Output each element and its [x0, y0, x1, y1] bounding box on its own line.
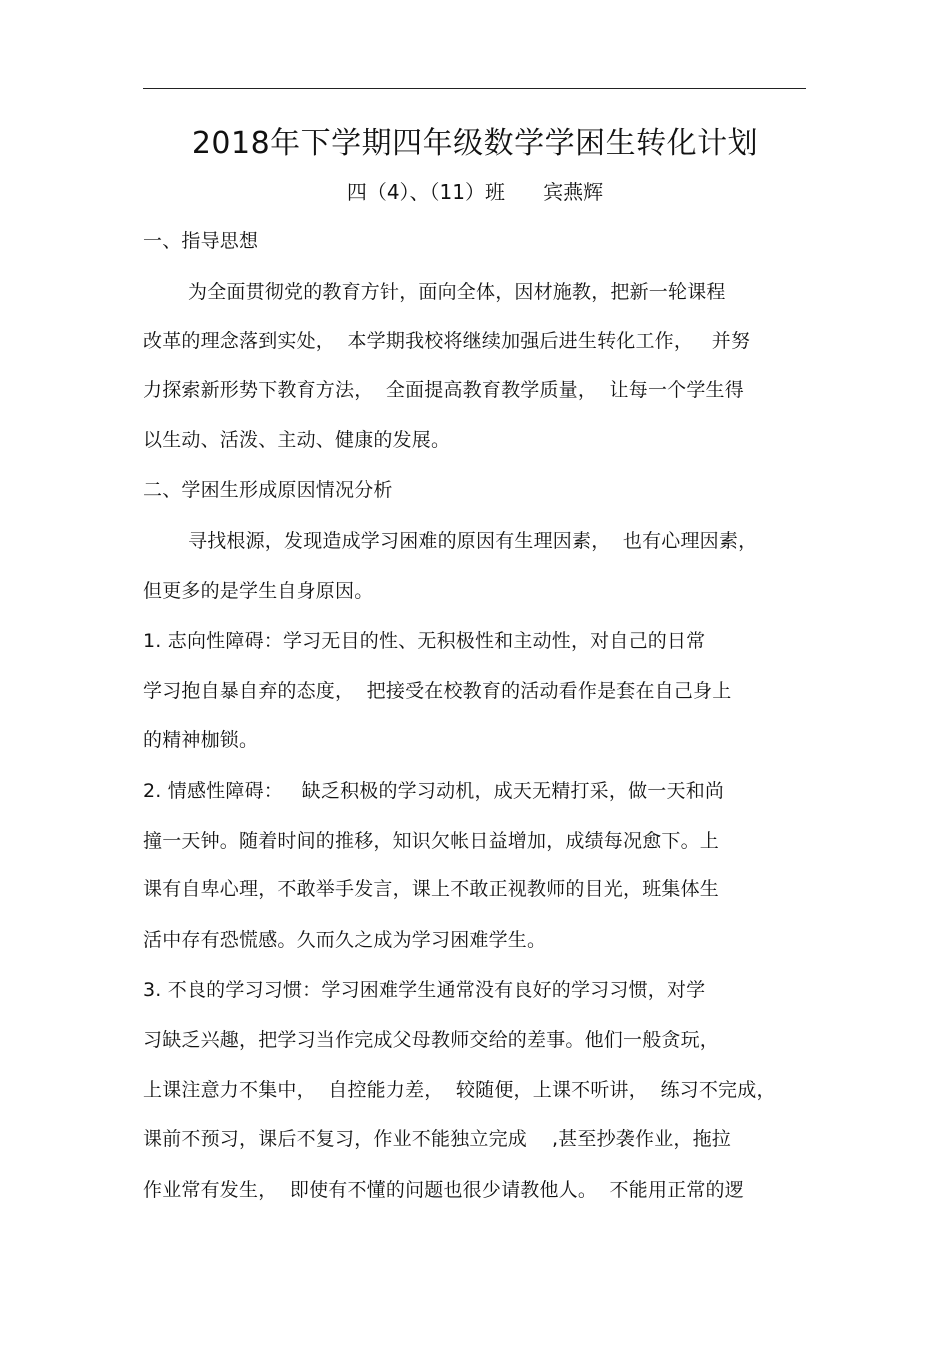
list-item-line: 3. 不良的学习习惯：学习困难学生通常没有良好的学习习惯，对学: [143, 979, 706, 1001]
paragraph-line: 为全面贯彻党的教育方针，面向全体，因材施教，把新一轮课程: [188, 281, 726, 303]
list-item-line: 习缺乏兴趣，把学习当作完成父母教师交给的差事。他们一般贪玩，: [143, 1029, 720, 1051]
section-heading-guiding-thought: 一、指导思想: [143, 230, 259, 252]
paragraph-line: 以生动、活泼、主动、健康的发展。: [143, 429, 451, 451]
paragraph-line: 改革的理念落到实处， 本学期我校将继续加强后进生转化工作， 并努: [143, 330, 751, 352]
document-title: 2018年下学期四年级数学学困生转化计划: [191, 126, 759, 161]
list-item-line: 活中存有恐慌感。久而久之成为学习困难学生。: [143, 929, 547, 951]
paragraph-line: 但更多的是学生自身原因。: [143, 580, 374, 602]
list-item-line: 2. 情感性障碍： 缺乏积极的学习动机，成天无精打采，做一天和尚: [143, 780, 725, 802]
section-heading-cause-analysis: 二、学困生形成原因情况分析: [143, 479, 393, 501]
list-item-line: 撞一天钟。随着时间的推移，知识欠帐日益增加，成绩每况愈下。上: [143, 830, 720, 852]
list-item-line: 1. 志向性障碍：学习无目的性、无积极性和主动性，对自己的日常: [143, 630, 706, 652]
list-item-line: 上课注意力不集中， 自控能力差， 较随便，上课不听讲， 练习不完成，: [143, 1079, 776, 1101]
list-item-line: 作业常有发生， 即使有不懂的问题也很少请教他人。 不能用正常的逻: [143, 1179, 744, 1201]
document-subtitle: 四（4）、（11）班 宾燕辉: [346, 180, 604, 204]
list-item-line: 课有自卑心理，不敢举手发言，课上不敢正视教师的目光，班集体生: [143, 878, 720, 900]
header-rule: [143, 88, 806, 89]
paragraph-line: 寻找根源，发现造成学习困难的原因有生理因素， 也有心理因素，: [188, 530, 758, 552]
list-item-line: 课前不预习，课后不复习，作业不能独立完成 ,甚至抄袭作业，拖拉: [143, 1128, 731, 1150]
list-item-line: 学习抱自暴自弃的态度， 把接受在校教育的活动看作是套在自己身上: [143, 680, 732, 702]
paragraph-line: 力探索新形势下教育方法， 全面提高教育教学质量， 让每一个学生得: [143, 379, 744, 401]
list-item-line: 的精神枷锁。: [143, 729, 259, 751]
